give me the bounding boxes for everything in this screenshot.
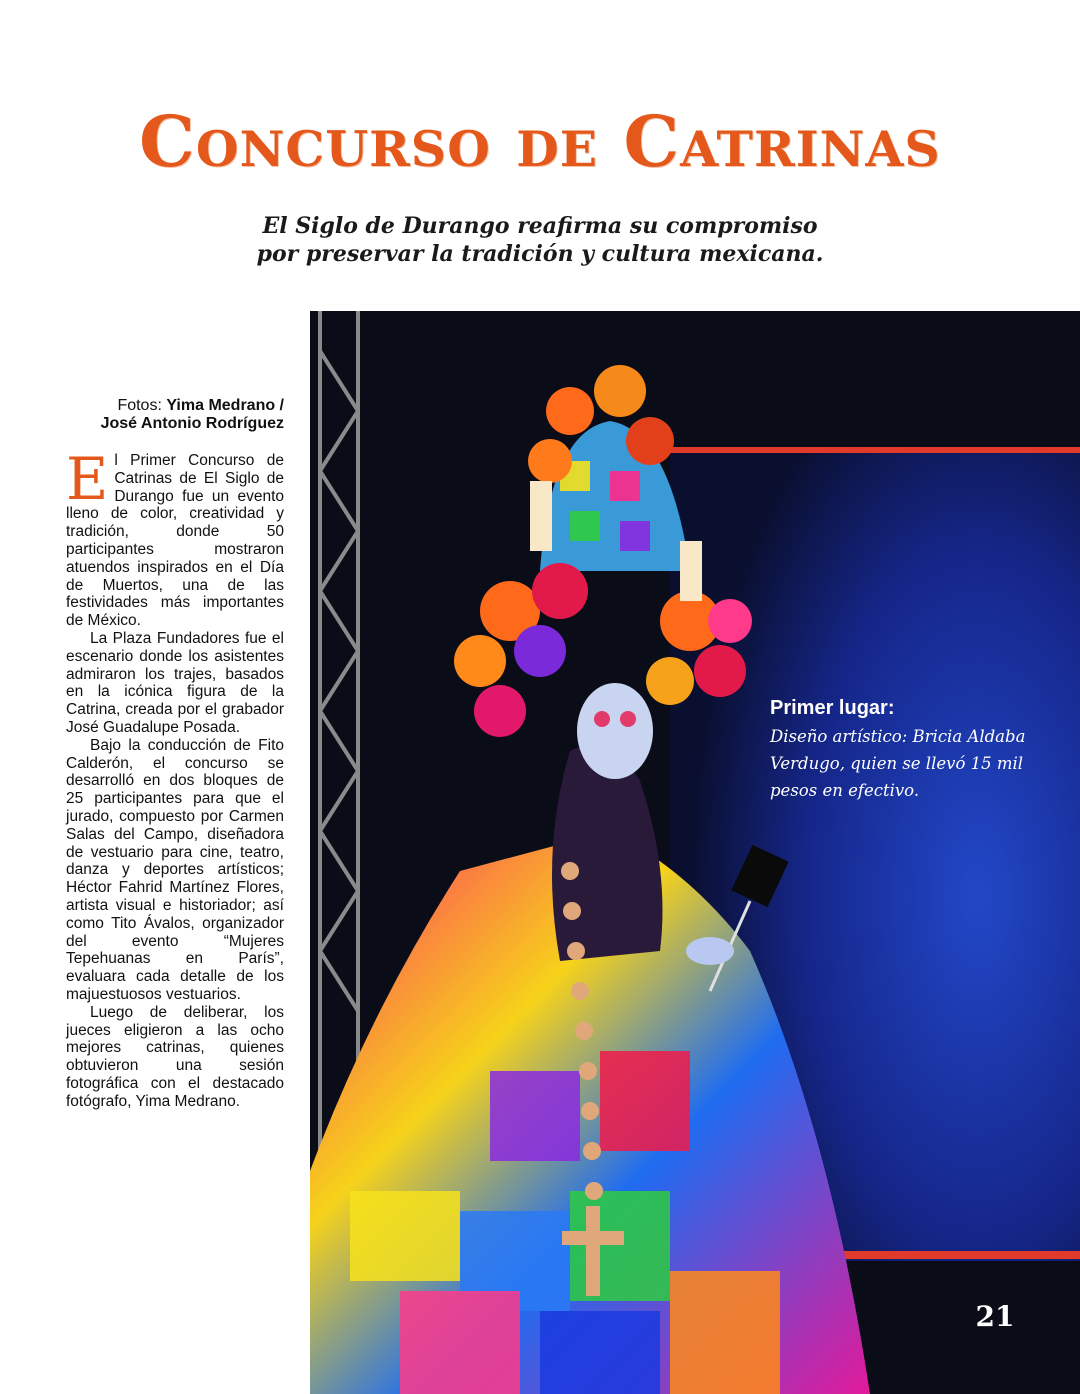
photo-credits — [60, 397, 284, 433]
credits-names-2: José Antonio Rodríguez — [100, 415, 284, 432]
caption-body: Diseño artístico: Bricia Aldaba Verdugo, quien se llevó 15 mil pesos en efectivo. — [770, 727, 1026, 800]
subtitle-line-1: El Siglo de Durango reafirma su compromiso — [262, 213, 818, 239]
photo-caption — [770, 695, 1030, 804]
article-paragraph-1 — [66, 445, 284, 630]
credits-label: Fotos: — [117, 397, 167, 414]
credits-names-1: Yima Medrano / — [166, 397, 284, 414]
caption-heading: Primer lugar: — [770, 697, 895, 719]
paragraph-1-text: l Primer Concurso de Catrinas de El Siglo de Durango fue un evento lleno de color, creatividad y tradición, donde 50 participantes mostraron atuendos inspirados en el Día de Muertos, una de las festividades más importantes de México. — [66, 452, 284, 630]
article-subtitle — [0, 212, 1080, 268]
page-number: 21 — [975, 1300, 1015, 1333]
catrina-photo — [310, 311, 1080, 1394]
article-body — [66, 445, 284, 1110]
drop-cap: E — [66, 445, 109, 513]
article-paragraph-3: Bajo la conducción de Fito Calderón, el concurso se desarrolló en dos bloques de 25 participantes para que el jurado, compuesto por Carmen Salas del Campo, diseñadora de vestuario para cine, teatro, danza y deportes artísticos; Héctor Fahrid Martínez Flores, artista visual e historiador; así como Tito Ávalos, organizador del evento “Mujeres Tepehuanas en París”, evaluara cada detalle de los majuestuosos vestuarios. — [66, 736, 284, 1003]
article-paragraph-4: Luego de deliberar, los jueces eligieron a las ocho mejores catrinas, quienes obtuvieron una sesión fotográfica con el destacado fotógrafo, Yima Medrano. — [66, 1003, 284, 1110]
article-title: Concurso de Catrinas — [139, 100, 941, 183]
article-paragraph-2: La Plaza Fundadores fue el escenario donde los asistentes admiraron los trajes, basados en la icónica figura de la Catrina, creada por el grabador José Guadalupe Posada. — [66, 629, 284, 736]
subtitle-line-2: por preservar la tradición y cultura mexicana. — [256, 241, 824, 267]
catrina-photo-illustration — [310, 311, 1080, 1394]
